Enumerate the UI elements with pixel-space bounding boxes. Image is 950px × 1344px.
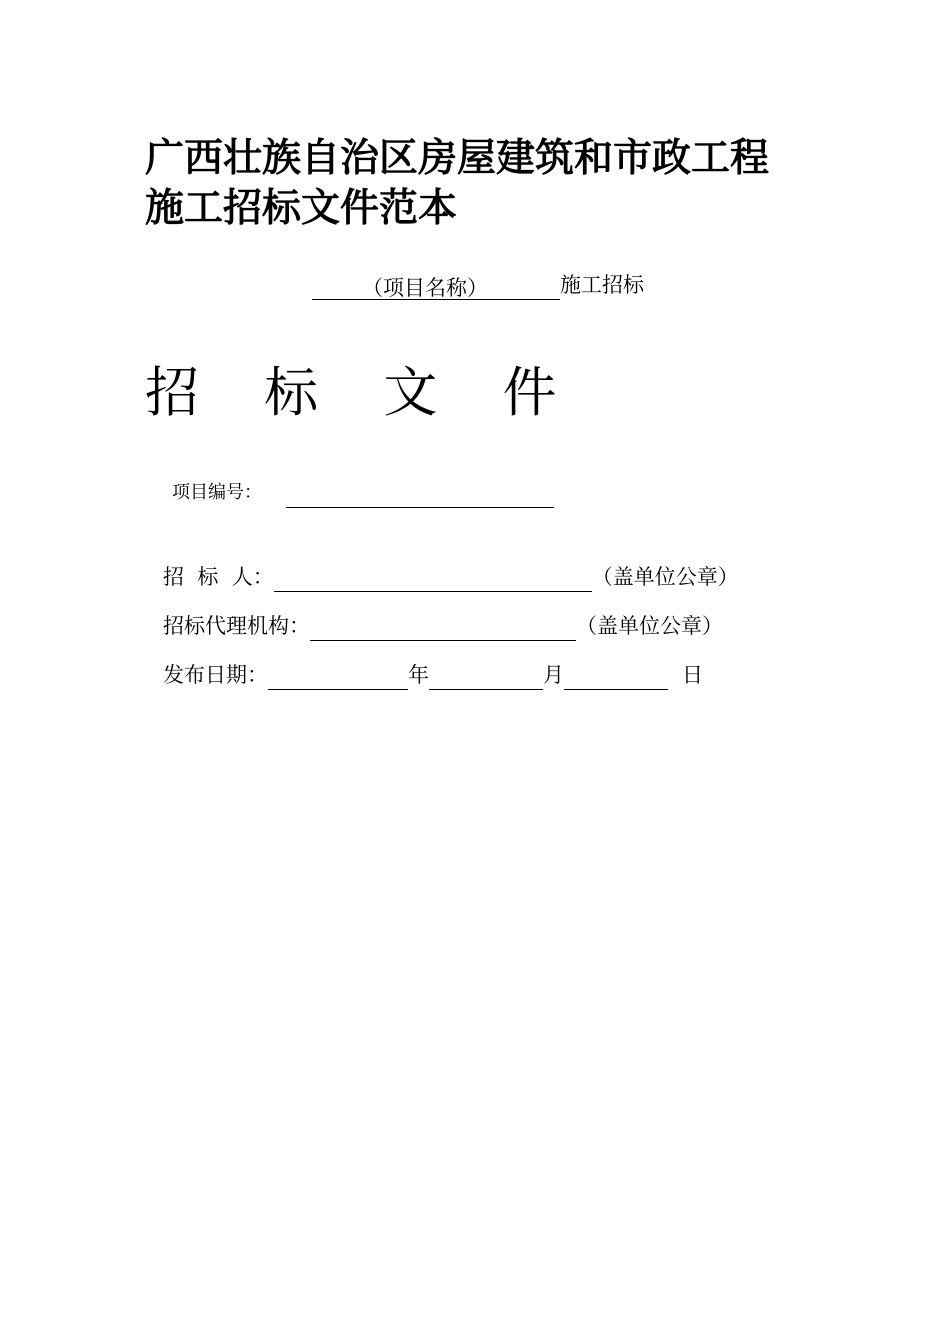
year-blank [268, 665, 408, 690]
tenderer-seal-note: （盖单位公章） [591, 565, 739, 589]
month-label: 月 [543, 663, 564, 687]
project-number-label: 项目编号： [172, 482, 262, 503]
day-blank [564, 665, 668, 690]
agency-blank [310, 616, 576, 641]
subtitle-suffix: 施工招标 [560, 273, 644, 297]
tenderer-blank [274, 567, 592, 592]
project-number-blank [286, 483, 554, 508]
title-line-2: 施工招标文件范本 [145, 186, 458, 231]
tenderer-row [163, 562, 739, 592]
tenderer-label: 招 标 人： [163, 565, 274, 589]
project-name-blank-right [488, 273, 560, 300]
document-heading: 招 标 文 件 [145, 361, 581, 424]
year-label: 年 [408, 663, 429, 687]
project-name-blank-left [312, 273, 362, 300]
subtitle [312, 270, 644, 300]
project-name-placeholder: （项目名称） [362, 273, 488, 300]
agency-label: 招标代理机构： [163, 614, 310, 638]
document-title [145, 134, 865, 234]
date-row [163, 660, 703, 690]
title-line-1: 广西壮族自治区房屋建筑和市政工程 [145, 136, 770, 181]
month-blank [429, 665, 543, 690]
day-label: 日 [682, 663, 703, 687]
project-number-row [172, 478, 554, 508]
date-label: 发布日期： [163, 663, 268, 687]
agency-row [163, 611, 723, 641]
agency-seal-note: （盖单位公章） [576, 614, 723, 638]
